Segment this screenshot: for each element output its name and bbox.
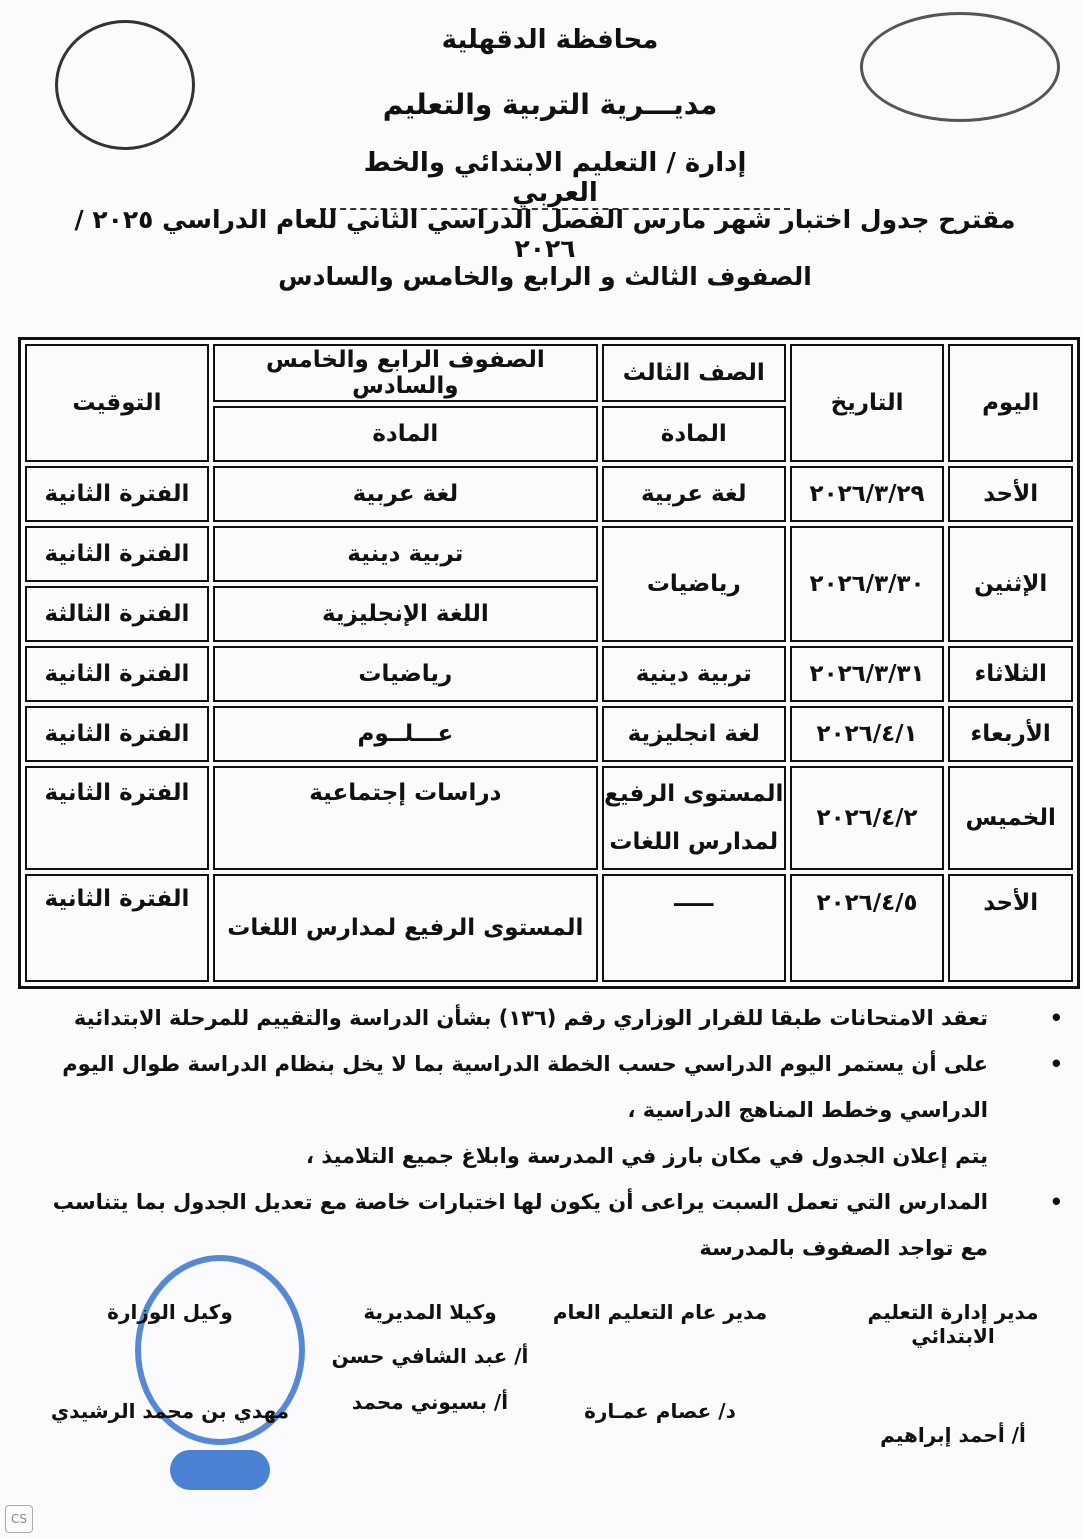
grade3-subject: تربية دينية xyxy=(602,646,786,702)
grade3-subject: لغة عربية xyxy=(602,466,786,522)
note: • تعقد الامتحانات طبقا للقرار الوزاري رقم (١٣٦) بشأن الدراسة والتقييم للمرحلة الابتدائية xyxy=(40,995,988,1041)
date: ٢٠٢٦/٤/١ xyxy=(790,706,945,762)
directorate: مديـــرية التربية والتعليم xyxy=(382,88,718,121)
day: الأربعاء xyxy=(948,706,1073,762)
table-row xyxy=(25,526,1073,582)
date: ٢٠٢٦/٣/٣١ xyxy=(790,646,945,702)
time: الفترة الثانية xyxy=(25,526,209,582)
exam-schedule-table xyxy=(18,337,1080,989)
note: يتم إعلان الجدول في مكان بارز في المدرسة وابلاغ جميع التلاميذ ، xyxy=(306,1144,988,1168)
table-row xyxy=(25,646,1073,702)
grade46-subject: عـــلــوم xyxy=(213,706,598,762)
directorate-logo xyxy=(55,20,195,150)
grade3-subject: لغة انجليزية xyxy=(602,706,786,762)
day: الثلاثاء xyxy=(948,646,1073,702)
header-time: التوقيت xyxy=(25,344,209,462)
signature-block xyxy=(330,1300,530,1414)
day: الأحد xyxy=(948,466,1073,522)
time: الفترة الثانية xyxy=(25,706,209,762)
doc-subtitle: الصفوف الثالث و الرابع والخامس والسادس xyxy=(278,262,812,291)
header-subject-g46: المادة xyxy=(213,406,598,462)
signature-role: وكيلا المديرية xyxy=(363,1300,497,1324)
grade46-subject: اللغة الإنجليزية xyxy=(213,586,598,642)
date: ٢٠٢٦/٤/٥ xyxy=(790,874,945,982)
time: الفترة الثانية xyxy=(25,874,209,982)
date: ٢٠٢٦/٣/٢٩ xyxy=(790,466,945,522)
signature-name: أ/ بسيوني محمد xyxy=(351,1390,509,1414)
header-subject-g3: المادة xyxy=(602,406,786,462)
header-grade3: الصف الثالث xyxy=(602,344,786,402)
signature-block xyxy=(828,1300,1078,1447)
date: ٢٠٢٦/٤/٢ xyxy=(790,766,945,870)
table-row xyxy=(25,706,1073,762)
date: ٢٠٢٦/٣/٣٠ xyxy=(790,526,945,642)
time: الفترة الثانية xyxy=(25,646,209,702)
signature-role: مدير عام التعليم العام xyxy=(552,1300,768,1324)
governorate: محافظة الدقهلية xyxy=(441,25,659,55)
day: الأحد xyxy=(948,874,1073,982)
scanner-badge: CS xyxy=(5,1505,33,1533)
signature-role: وكيل الوزارة xyxy=(107,1300,233,1324)
grade3-subject: المستوى الرفيع لمدارس اللغات xyxy=(602,766,786,870)
day: الإثنين xyxy=(948,526,1073,642)
grade46-subject: لغة عربية xyxy=(213,466,598,522)
signature-name: أ/ أحمد إبراهيم xyxy=(880,1423,1026,1447)
header-date: التاريخ xyxy=(790,344,945,462)
note: • على أن يستمر اليوم الدراسي حسب الخطة الدراسية بما لا يخل بنظام الدراسة طوال اليوم الدراسي وخطط المناهج الدراسية ، xyxy=(40,1041,988,1133)
grade46-subject: تربية دينية xyxy=(213,526,598,582)
signature-name: مهدي بن محمد الرشيدي xyxy=(50,1399,290,1423)
day: الخميس xyxy=(948,766,1073,870)
grade46-subject: المستوى الرفيع لمدارس اللغات xyxy=(213,874,598,982)
table-row xyxy=(25,466,1073,522)
signature-name: د/ عصام عمـارة xyxy=(584,1399,736,1423)
note: • المدارس التي تعمل السبت يراعى أن يكون لها اختبارات خاصة مع تعديل الجدول بما يتناسب مع تواجد الصفوف بالمدرسة xyxy=(40,1179,988,1271)
time: الفترة الثانية xyxy=(25,466,209,522)
table-row xyxy=(25,874,1073,982)
department: إدارة / التعليم الابتدائي والخط العربي xyxy=(320,148,790,210)
signature-name: أ/ عبد الشافي حسن xyxy=(331,1344,529,1368)
table-row xyxy=(25,766,1073,870)
header-day: اليوم xyxy=(948,344,1073,462)
header-grade46: الصفوف الرابع والخامس والسادس xyxy=(213,344,598,402)
grade3-subject: ـــــ xyxy=(602,874,786,982)
grade3-subject: رياضيات xyxy=(602,526,786,642)
signature-block xyxy=(540,1300,780,1423)
time: الفترة الثالثة xyxy=(25,586,209,642)
signature-block xyxy=(40,1300,300,1423)
notes-list xyxy=(40,995,988,1271)
time: الفترة الثانية xyxy=(25,766,209,870)
signature-role: مدير إدارة التعليم الابتدائي xyxy=(867,1300,1039,1348)
grade46-subject: دراسات إجتماعية xyxy=(213,766,598,870)
grade46-subject: رياضيات xyxy=(213,646,598,702)
stamp-seal xyxy=(170,1450,270,1490)
doc-title: مقترح جدول اختبار شهر مارس الفصل الدراسي الثاني للعام الدراسي ٢٠٢٥ / ٢٠٢٦ xyxy=(74,205,1016,263)
